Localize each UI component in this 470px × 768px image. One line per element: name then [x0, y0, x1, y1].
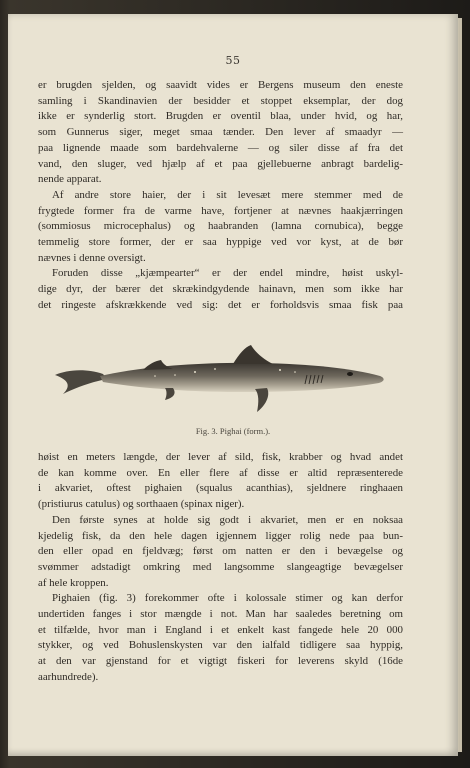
text-line-with-species: (pristiurus catulus) og sorthaaen (spinax niger). — [38, 498, 245, 511]
text-line: stykker, og ved Bohuslenskysten var den ialfald tidligere saa hyppig, — [38, 639, 403, 652]
text-line: Pighaien (fig. 3) forekommer ofte i kolossale stimer og kan derfor — [52, 592, 403, 605]
text-line: aarhundrede). — [38, 670, 99, 683]
page-number: 55 — [225, 54, 241, 67]
text-line: dige dyr, der bærer det skrækindgydende hainavn, men som ikke har — [38, 283, 403, 296]
text-line: at den var gjenstand for et vigtigt fiskeri for leverens skyld (16de — [38, 655, 403, 668]
dogfish-illustration — [45, 334, 405, 424]
text-line: høist en meters længde, der lever af sild, fisk, krabber og hvad andet — [38, 451, 403, 463]
text-block-bottom — [38, 450, 403, 686]
text-line: paa lignende maade som bardehvalerne — og siler disse af fra det — [38, 141, 403, 154]
text-line: temmelig store former, der er saa hyppige ved vor kyst, at de bør — [38, 236, 403, 249]
text-line: det ringeste afskrækkende ved sig: det er forholdsvis smaa fisk paa — [38, 298, 403, 311]
text-line: kjedelig fisk, da den hele dagen igjennem ligger rolig nede paa bun- — [38, 529, 403, 542]
text-line: et tilfælde, hvor man i England i et enkelt kast fangede hele 20 000 — [38, 623, 403, 636]
text-line: frygtede former fra de varme have, fortjener at nævnes haakjærringen — [38, 204, 403, 217]
text-line: svømmer adstadigt omkring med langsomme slangeagtige bevægelser — [38, 560, 403, 573]
figure-caption: Fig. 3. Pighai (form.). — [195, 426, 271, 436]
text-line: som Gunnerus siger, meget smaa tænder. Den lever af smaadyr — — [38, 126, 403, 139]
text-line: af hele kroppen. — [38, 576, 109, 589]
text-line: Den første synes at holde sig godt i akvariet, men er en noksaa — [52, 513, 403, 526]
figure-dogfish — [45, 334, 405, 424]
text-line: nævnes i denne oversigt. — [38, 251, 146, 264]
text-line: undertiden fanges i stor mængde i not. Man har saaledes beretning om — [38, 608, 403, 621]
text-line: samling i Skandinavien der besidder et stoppet eksemplar, der dog — [38, 94, 403, 107]
text-line: den eller opad en fjeldvæg; først om natten er den i bevægelse og — [38, 545, 403, 558]
text-line: er brugden sjelden, og saavidt vides er Bergens museum den eneste — [38, 79, 403, 91]
text-block-top — [38, 78, 403, 314]
text-line: nende apparat. — [38, 173, 102, 186]
text-line: Af andre store haier, der i sit levesæt mere stemmer med de — [52, 188, 403, 201]
text-line-with-species: i akvariet, oftest pighaien (squalus acanthias), sjeldnere ringhaaen — [38, 482, 403, 495]
text-line: Foruden disse „kjæmpearter“ er der endel mindre, høist uskyl- — [52, 267, 403, 280]
text-line-with-species: (sommiosus microcephalus) og haabranden (lamna cornubica), begge — [38, 220, 403, 233]
text-line: de kan komme over. En eller flere af disse er altid repræsenterede — [38, 466, 403, 479]
text-line: vand, den sluger, ved hjælp af et paa gjellebuerne anbragt bardelig- — [38, 157, 403, 170]
text-line: ikke er synderlig stort. Brugden er oventil blaa, under hvid, og har, — [38, 110, 403, 123]
